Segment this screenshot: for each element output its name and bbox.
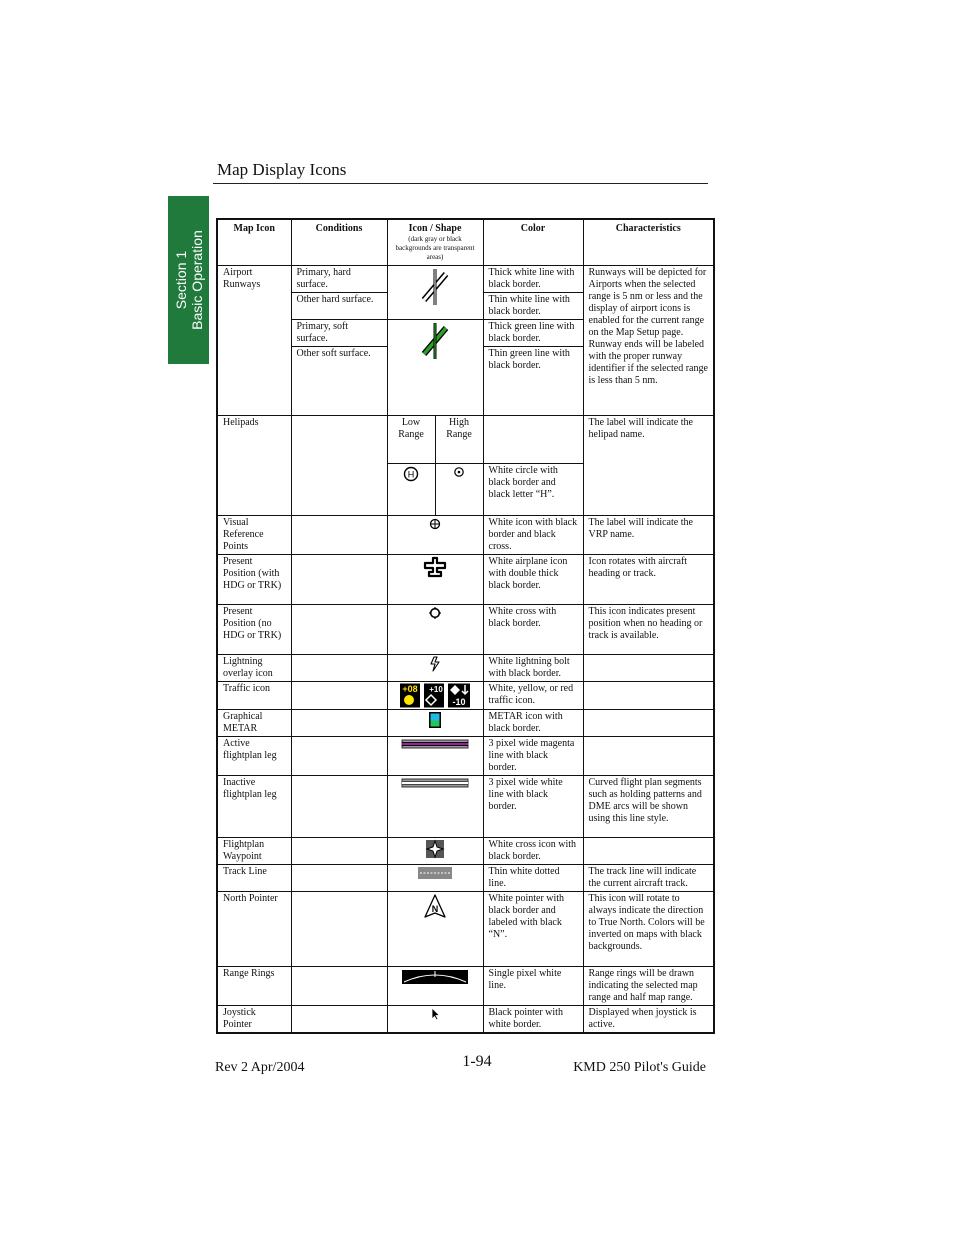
condition-cell: Primary, hard surface. <box>291 265 387 292</box>
map-icon-cell: Inactive flightplan leg <box>217 775 291 837</box>
track-line-icon <box>387 864 483 891</box>
condition-cell <box>291 837 387 864</box>
condition-cell: Other hard surface. <box>291 292 387 319</box>
map-icon-cell: Visual Reference Points <box>217 515 291 554</box>
range-ring-icon <box>387 966 483 1005</box>
condition-cell <box>291 966 387 1005</box>
characteristics-cell: Runways will be depicted for Airports when the selected range is 5 nm or less and the display of airport icons is enabled for the current range on the Map Setup page. Runway ends will be labeled with the proper runway identifier if the selected range is less than 5 nm. <box>583 265 714 415</box>
map-icon-cell: Present Position (no HDG or TRK) <box>217 604 291 654</box>
table-row <box>217 415 714 463</box>
inactive-leg-icon <box>387 775 483 837</box>
characteristics-cell: Displayed when joystick is active. <box>583 1005 714 1033</box>
color-cell: White airplane icon with double thick black border. <box>483 554 583 604</box>
characteristics-cell: Curved flight plan segments such as holding patterns and DME arcs will be shown using this line style. <box>583 775 714 837</box>
characteristics-cell: The label will indicate the helipad name. <box>583 415 714 515</box>
color-cell: 3 pixel wide white line with black border. <box>483 775 583 837</box>
helipad-low-icon <box>387 463 435 515</box>
active-leg-icon <box>387 736 483 775</box>
color-cell: Thin white dotted line. <box>483 864 583 891</box>
map-icon-cell: Helipads <box>217 415 291 515</box>
table-row <box>217 736 714 775</box>
characteristics-cell: The label will indicate the VRP name. <box>583 515 714 554</box>
color-cell: White circle with black border and black letter “H”. <box>483 463 583 515</box>
color-cell: METAR icon with black border. <box>483 709 583 736</box>
condition-cell: Primary, soft surface. <box>291 319 387 346</box>
helipad-high-icon <box>435 463 483 515</box>
table-row <box>217 775 714 837</box>
high-range-label: High Range <box>435 415 483 463</box>
condition-cell <box>291 415 387 515</box>
low-range-label: Low Range <box>387 415 435 463</box>
footer-revision: Rev 2 Apr/2004 <box>215 1060 305 1075</box>
north-letter: N <box>431 903 439 914</box>
condition-cell <box>291 515 387 554</box>
table-row <box>217 864 714 891</box>
header-icon-shape: Icon / Shape (dark gray or black backgrounds are transparent areas) <box>387 219 483 265</box>
characteristics-cell <box>583 709 714 736</box>
condition-cell <box>291 654 387 681</box>
characteristics-cell <box>583 837 714 864</box>
map-icon-cell: Flightplan Waypoint <box>217 837 291 864</box>
table-row <box>217 515 714 554</box>
characteristics-cell <box>583 654 714 681</box>
table-row <box>217 709 714 736</box>
characteristics-cell: Range rings will be drawn indicating the selected map range and half map range. <box>583 966 714 1005</box>
joystick-pointer-icon <box>387 1005 483 1033</box>
color-cell: White cross icon with black border. <box>483 837 583 864</box>
table-row <box>217 837 714 864</box>
condition-cell <box>291 736 387 775</box>
position-cross-icon <box>387 604 483 654</box>
color-cell: Thick green line with black border. <box>483 319 583 346</box>
color-cell <box>483 415 583 463</box>
table-row <box>217 966 714 1005</box>
footer-guide-title: KMD 250 Pilot's Guide <box>573 1060 706 1075</box>
map-icon-cell: Lightning overlay icon <box>217 654 291 681</box>
condition-cell: Other soft surface. <box>291 346 387 415</box>
traffic-label-1: +08 <box>402 683 418 694</box>
traffic-icons <box>387 681 483 709</box>
section-tab <box>168 196 209 364</box>
color-cell: White pointer with black border and labeled with black “N”. <box>483 891 583 966</box>
color-cell: Single pixel white line. <box>483 966 583 1005</box>
condition-cell <box>291 604 387 654</box>
color-cell: Thin green line with black border. <box>483 346 583 415</box>
condition-cell <box>291 864 387 891</box>
header-conditions: Conditions <box>291 219 387 265</box>
airplane-icon <box>387 554 483 604</box>
table-row <box>217 654 714 681</box>
condition-cell <box>291 775 387 837</box>
condition-cell <box>291 1005 387 1033</box>
waypoint-cross-icon <box>387 837 483 864</box>
color-cell: White cross with black border. <box>483 604 583 654</box>
table-row <box>217 1005 714 1033</box>
map-icon-cell: Present Position (with HDG or TRK) <box>217 554 291 604</box>
page-title: Map Display Icons <box>217 160 347 179</box>
condition-cell <box>291 709 387 736</box>
header-map-icon: Map Icon <box>217 219 291 265</box>
hard-runway-icon <box>387 265 483 319</box>
header-row <box>217 219 714 265</box>
header-icon-note: (dark gray or black backgrounds are transparent areas) <box>395 235 475 261</box>
title-rule <box>213 183 708 184</box>
characteristics-cell <box>583 736 714 775</box>
characteristics-cell: This icon indicates present position when no heading or track is available. <box>583 604 714 654</box>
header-color: Color <box>483 219 583 265</box>
vrp-icon <box>387 515 483 554</box>
map-icon-cell: Active flightplan leg <box>217 736 291 775</box>
color-cell: Black pointer with white border. <box>483 1005 583 1033</box>
map-icon-cell: Graphical METAR <box>217 709 291 736</box>
color-cell: White icon with black border and black cross. <box>483 515 583 554</box>
characteristics-cell: The track line will indicate the current aircraft track. <box>583 864 714 891</box>
header-characteristics: Characteristics <box>583 219 714 265</box>
condition-cell <box>291 681 387 709</box>
page-number: 1-94 <box>462 1053 492 1070</box>
condition-cell <box>291 554 387 604</box>
map-icon-cell: Airport Runways <box>217 265 291 415</box>
map-icons-table <box>216 218 715 1034</box>
color-cell: Thick white line with black border. <box>483 265 583 292</box>
table-row <box>217 554 714 604</box>
helipad-letter: H <box>407 469 415 479</box>
table-row <box>217 604 714 654</box>
color-cell: Thin white line with black border. <box>483 292 583 319</box>
characteristics-cell <box>583 681 714 709</box>
color-cell: White lightning bolt with black border. <box>483 654 583 681</box>
map-icon-cell: North Pointer <box>217 891 291 966</box>
traffic-label-2: +10 <box>429 684 443 694</box>
north-pointer-icon <box>387 891 483 966</box>
table-row <box>217 891 714 966</box>
color-cell: White, yellow, or red traffic icon. <box>483 681 583 709</box>
soft-runway-icon <box>387 319 483 415</box>
map-icon-cell: Range Rings <box>217 966 291 1005</box>
table-row <box>217 265 714 292</box>
section-name: Basic Operation <box>188 230 205 330</box>
lightning-icon <box>387 654 483 681</box>
characteristics-cell: This icon will rotate to always indicate the direction to True North. Colors will be inverted on maps with black backgrounds. <box>583 891 714 966</box>
color-cell: 3 pixel wide magenta line with black border. <box>483 736 583 775</box>
condition-cell <box>291 891 387 966</box>
table-row <box>217 681 714 709</box>
metar-icon <box>387 709 483 736</box>
map-icon-cell: Joystick Pointer <box>217 1005 291 1033</box>
traffic-label-3: -10 <box>452 696 466 707</box>
section-number: Section 1 <box>172 250 189 310</box>
map-icon-cell: Track Line <box>217 864 291 891</box>
map-icon-cell: Traffic icon <box>217 681 291 709</box>
characteristics-cell: Icon rotates with aircraft heading or track. <box>583 554 714 604</box>
